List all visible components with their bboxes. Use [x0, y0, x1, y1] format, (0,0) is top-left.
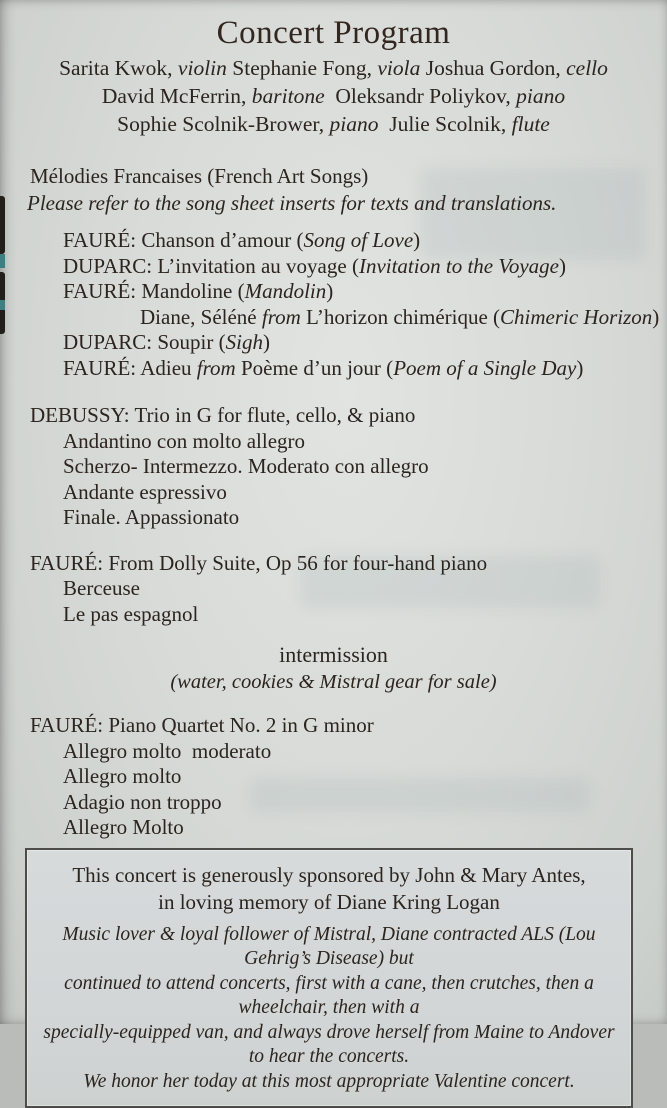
- italic-text: Invitation to the Voyage: [359, 254, 559, 278]
- text: Sophie Scolnik-Brower,: [117, 112, 329, 136]
- sponsor-line: This concert is generously sponsored by John & Mary Antes,: [35, 862, 623, 890]
- italic-text: Poem of a Single Day: [393, 356, 576, 380]
- text: L’horizon chimérique (: [301, 305, 500, 329]
- italic-text: violin: [178, 56, 227, 80]
- page-title: Concert Program: [0, 12, 667, 54]
- movement-line: Allegro molto moderato: [63, 739, 667, 765]
- song-line: [63, 228, 667, 254]
- italic-text: from: [262, 305, 301, 329]
- performer-line: [0, 110, 667, 138]
- section-debussy: [0, 403, 667, 531]
- italic-text: from: [197, 356, 236, 380]
- movement-line: Berceuse: [63, 576, 667, 602]
- section-heading: DEBUSSY: Trio in G for flute, cello, & piano: [30, 403, 667, 429]
- italic-text: Sigh: [226, 330, 263, 354]
- movement-line: Andante espressivo: [63, 480, 667, 506]
- text: Julie Scolnik,: [378, 112, 511, 136]
- text: Diane, Séléné: [140, 305, 262, 329]
- text: Poème d’un jour (: [236, 356, 393, 380]
- sponsor-memorial-paragraph: [35, 923, 623, 1070]
- text: FAURÉ: Mandoline (: [63, 279, 245, 303]
- text: Oleksandr Poliykov,: [325, 84, 517, 108]
- movement-list: [0, 429, 667, 531]
- song-line: [63, 279, 667, 305]
- section-quartet: [0, 713, 667, 841]
- italic-text: Mandolin: [245, 279, 327, 303]
- text: ): [413, 228, 420, 252]
- text: ): [576, 356, 583, 380]
- program-header: [0, 0, 667, 138]
- text: DUPARC: L’invitation au voyage (: [63, 254, 359, 278]
- italic-text: viola: [377, 56, 420, 80]
- movement-line: Le pas espagnol: [63, 602, 667, 628]
- text: FAURÉ: Chanson d’amour (: [63, 228, 304, 252]
- song-line: [63, 356, 667, 382]
- movement-line: Allegro Molto: [63, 815, 667, 841]
- movement-line: Adagio non troppo: [63, 790, 667, 816]
- italic-text: baritone: [252, 84, 325, 108]
- performers-list: [0, 54, 667, 138]
- italic-text: Chimeric Horizon: [500, 305, 652, 329]
- movement-line: Andantino con molto allegro: [63, 429, 667, 455]
- italic-text: Song of Love: [304, 228, 414, 252]
- text: Stephanie Fong,: [227, 56, 378, 80]
- text: DUPARC: Soupir (: [63, 330, 226, 354]
- text: ): [263, 330, 270, 354]
- movement-list: [0, 576, 667, 627]
- text: ): [326, 279, 333, 303]
- song-sheet-note: Please refer to the song sheet inserts for texts and translations.: [27, 191, 667, 217]
- intermission-block: [0, 641, 667, 696]
- italic-text: piano: [329, 112, 378, 136]
- song-line: [140, 305, 667, 331]
- movement-line: Allegro molto: [63, 764, 667, 790]
- memorial-line: continued to attend concerts, first with a cane, then crutches, then a wheelchair, then with a: [35, 972, 623, 1021]
- performer-line: [0, 54, 667, 82]
- section-heading: FAURÉ: From Dolly Suite, Op 56 for four-hand piano: [30, 551, 667, 577]
- song-line: [63, 254, 667, 280]
- section-melodies: [0, 164, 667, 381]
- intermission-note: (water, cookies & Mistral gear for sale): [0, 669, 667, 696]
- section-heading: Mélodies Francaises (French Art Songs): [30, 164, 667, 190]
- italic-text: piano: [516, 84, 565, 108]
- sponsor-line: in loving memory of Diane Kring Logan: [35, 889, 623, 917]
- performer-line: [0, 82, 667, 110]
- song-list: [0, 228, 667, 381]
- text: Joshua Gordon,: [420, 56, 566, 80]
- sponsor-closing-line: We honor her today at this most appropriate Valentine concert.: [35, 1070, 623, 1095]
- text: FAURÉ: Adieu: [63, 356, 197, 380]
- text: ): [559, 254, 566, 278]
- movement-line: Finale. Appassionato: [63, 505, 667, 531]
- section-heading: FAURÉ: Piano Quartet No. 2 in G minor: [30, 713, 667, 739]
- song-line: [63, 330, 667, 356]
- memorial-line: Music lover & loyal follower of Mistral, Diane contracted ALS (Lou Gehrig’s Disease) but: [35, 923, 623, 972]
- sponsor-box: [25, 848, 633, 1108]
- intermission-label: intermission: [0, 641, 667, 669]
- movement-line: Scherzo- Intermezzo. Moderato con allegro: [63, 454, 667, 480]
- text: David McFerrin,: [102, 84, 252, 108]
- text: Sarita Kwok,: [59, 56, 178, 80]
- section-dolly: [0, 551, 667, 628]
- memorial-line: specially-equipped van, and always drove herself from Maine to Andover to hear the concerts.: [35, 1021, 623, 1070]
- movement-list: [0, 739, 667, 841]
- italic-text: flute: [512, 112, 550, 136]
- italic-text: cello: [566, 56, 608, 80]
- text: ): [652, 305, 659, 329]
